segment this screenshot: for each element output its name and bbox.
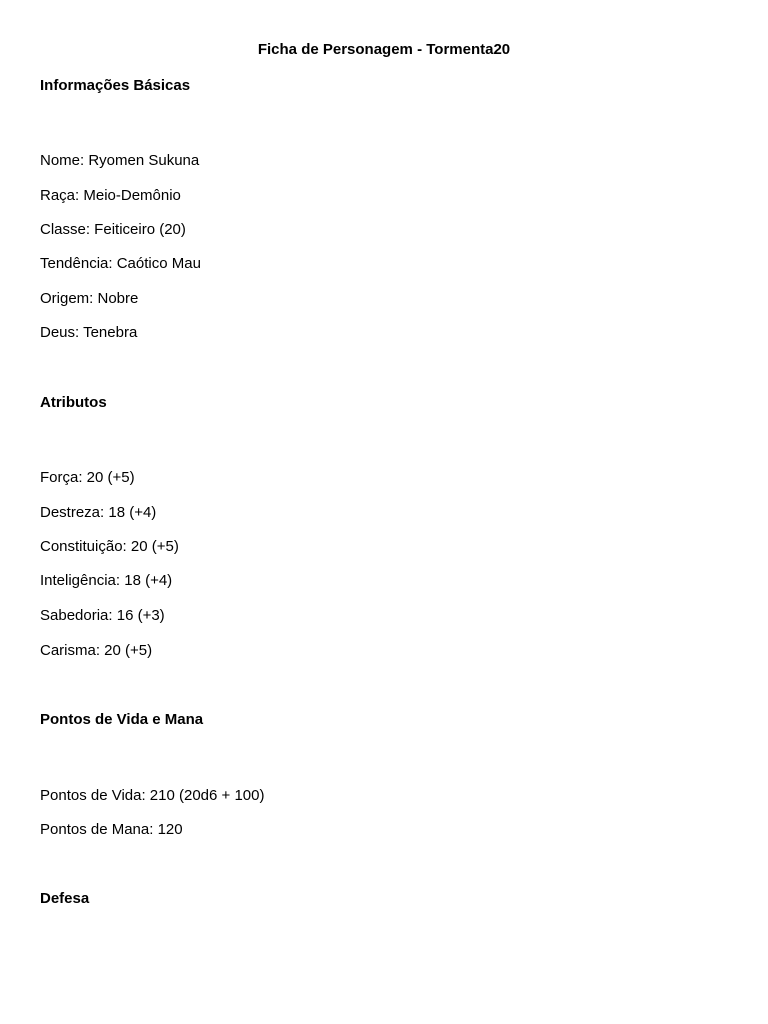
attribute-line-intelligence: Inteligência: 18 (+4) (40, 572, 173, 589)
section-heading-attributes: Atributos (40, 394, 107, 411)
info-line-class: Classe: Feiticeiro (20) (40, 221, 186, 238)
info-line-alignment: Tendência: Caótico Mau (40, 255, 201, 272)
attribute-line-constitution: Constituição: 20 (+5) (40, 538, 179, 555)
hp-line: Pontos de Vida: 210 (20d6 + 100) (40, 787, 265, 804)
info-line-race: Raça: Meio-Demônio (40, 187, 181, 204)
attribute-line-strength: Força: 20 (+5) (40, 469, 135, 486)
section-heading-basic-info: Informações Básicas (40, 77, 191, 94)
attribute-line-charisma: Carisma: 20 (+5) (40, 642, 153, 659)
mana-line: Pontos de Mana: 120 (40, 821, 183, 838)
info-line-name: Nome: Ryomen Sukuna (40, 152, 200, 169)
attribute-line-dexterity: Destreza: 18 (+4) (40, 504, 157, 521)
section-heading-defense: Defesa (40, 890, 90, 907)
info-line-origin: Origem: Nobre (40, 290, 139, 307)
attribute-line-wisdom: Sabedoria: 16 (+3) (40, 607, 165, 624)
info-line-deity: Deus: Tenebra (40, 324, 138, 341)
document-title: Ficha de Personagem - Tormenta20 (257, 41, 511, 58)
section-heading-hp-mana: Pontos de Vida e Mana (40, 711, 204, 728)
